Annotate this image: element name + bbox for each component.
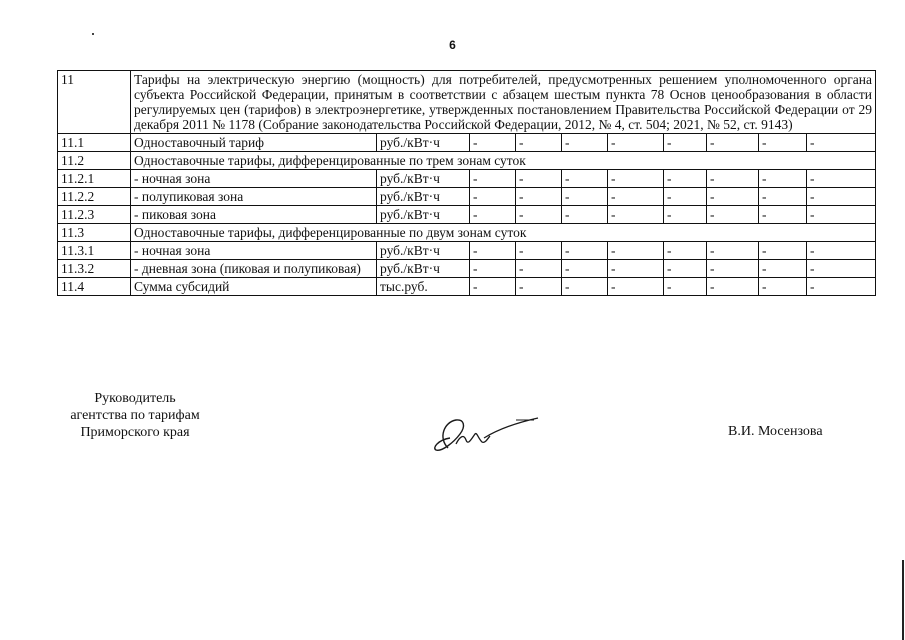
position-line: Приморского края	[80, 425, 190, 440]
value-cell: -	[608, 188, 664, 206]
value-cell: -	[664, 260, 707, 278]
section-title: Тарифы на электрическую энергию (мощность) для потребителей, предусмотренных решением уполномоченного органа субъекта Российской Федерации, принятым в соответствии с абзацем шестым пункта 78 Основ ценообразования в области регулируемых цен (тарифов) в электроэнергетике, утвержденных постановлением Правительства Российской Федерации от 29 декабря 2011 № 1178 (Собрание законодательства Российской Федерации, 2012, № 4, ст. 504; 2021, № 52, ст. 9143)	[131, 71, 876, 134]
signatory-position	[50, 390, 220, 441]
row-unit: руб./кВт·ч	[377, 260, 470, 278]
table-row	[58, 206, 876, 224]
value-cell: -	[707, 188, 759, 206]
row-number: 11.2.3	[58, 206, 131, 224]
value-cell: -	[608, 206, 664, 224]
value-cell: -	[470, 260, 516, 278]
value-cell: -	[759, 260, 807, 278]
row-number: 11.1	[58, 134, 131, 152]
row-number: 11.3.1	[58, 242, 131, 260]
value-cell: -	[470, 188, 516, 206]
value-cell: -	[608, 134, 664, 152]
value-cell: -	[516, 242, 562, 260]
value-cell: -	[664, 170, 707, 188]
value-cell: -	[470, 242, 516, 260]
tariff-table	[57, 70, 876, 296]
value-cell: -	[807, 260, 876, 278]
value-cell: -	[759, 242, 807, 260]
table-row	[58, 134, 876, 152]
table-row	[58, 242, 876, 260]
scan-edge	[902, 560, 904, 640]
row-unit: руб./кВт·ч	[377, 242, 470, 260]
value-cell: -	[759, 206, 807, 224]
row-name: Сумма субсидий	[131, 278, 377, 296]
value-cell: -	[664, 242, 707, 260]
table-row	[58, 260, 876, 278]
position-line: агентства по тарифам	[70, 408, 200, 423]
value-cell: -	[470, 206, 516, 224]
value-cell: -	[707, 206, 759, 224]
value-cell: -	[470, 170, 516, 188]
row-name: Одноставочные тарифы, дифференцированные по трем зонам суток	[131, 152, 876, 170]
position-line: Руководитель	[94, 391, 176, 406]
value-cell: -	[664, 206, 707, 224]
row-name: - ночная зона	[131, 170, 377, 188]
value-cell: -	[759, 170, 807, 188]
value-cell: -	[470, 134, 516, 152]
group-row	[58, 224, 876, 242]
value-cell: -	[516, 260, 562, 278]
value-cell: -	[562, 188, 608, 206]
value-cell: -	[759, 134, 807, 152]
value-cell: -	[608, 278, 664, 296]
row-number: 11.3	[58, 224, 131, 242]
value-cell: -	[807, 188, 876, 206]
row-unit: тыс.руб.	[377, 278, 470, 296]
row-name: - полупиковая зона	[131, 188, 377, 206]
row-number: 11.3.2	[58, 260, 131, 278]
group-row	[58, 152, 876, 170]
value-cell: -	[707, 260, 759, 278]
value-cell: -	[807, 278, 876, 296]
page-number: 6	[449, 38, 456, 52]
signatory-name: В.И. Мосензова	[728, 424, 823, 439]
section-number: 11	[58, 71, 131, 134]
value-cell: -	[807, 134, 876, 152]
value-cell: -	[707, 242, 759, 260]
table-row	[58, 278, 876, 296]
value-cell: -	[516, 188, 562, 206]
value-cell: -	[562, 260, 608, 278]
value-cell: -	[516, 206, 562, 224]
value-cell: -	[562, 170, 608, 188]
value-cell: -	[664, 188, 707, 206]
row-number: 11.4	[58, 278, 131, 296]
row-unit: руб./кВт·ч	[377, 206, 470, 224]
value-cell: -	[707, 134, 759, 152]
row-name: - дневная зона (пиковая и полупиковая)	[131, 260, 377, 278]
value-cell: -	[562, 134, 608, 152]
value-cell: -	[664, 134, 707, 152]
value-cell: -	[516, 278, 562, 296]
row-name: - ночная зона	[131, 242, 377, 260]
row-number: 11.2.1	[58, 170, 131, 188]
value-cell: -	[562, 206, 608, 224]
row-name: Одноставочные тарифы, дифференцированные по двум зонам суток	[131, 224, 876, 242]
value-cell: -	[608, 242, 664, 260]
row-number: 11.2	[58, 152, 131, 170]
value-cell: -	[707, 170, 759, 188]
value-cell: -	[562, 278, 608, 296]
row-unit: руб./кВт·ч	[377, 134, 470, 152]
row-unit: руб./кВт·ч	[377, 188, 470, 206]
value-cell: -	[807, 242, 876, 260]
row-unit: руб./кВт·ч	[377, 170, 470, 188]
value-cell: -	[759, 278, 807, 296]
value-cell: -	[807, 206, 876, 224]
row-name: - пиковая зона	[131, 206, 377, 224]
value-cell: -	[470, 278, 516, 296]
tariff-table-body	[58, 71, 876, 296]
value-cell: -	[664, 278, 707, 296]
section-row	[58, 71, 876, 134]
value-cell: -	[707, 278, 759, 296]
value-cell: -	[608, 260, 664, 278]
value-cell: -	[516, 134, 562, 152]
row-number: 11.2.2	[58, 188, 131, 206]
value-cell: -	[562, 242, 608, 260]
scan-speck	[92, 33, 94, 35]
row-name: Одноставочный тариф	[131, 134, 377, 152]
value-cell: -	[608, 170, 664, 188]
value-cell: -	[516, 170, 562, 188]
value-cell: -	[807, 170, 876, 188]
value-cell: -	[759, 188, 807, 206]
table-row	[58, 170, 876, 188]
table-row	[58, 188, 876, 206]
handwritten-signature-icon	[430, 408, 542, 463]
